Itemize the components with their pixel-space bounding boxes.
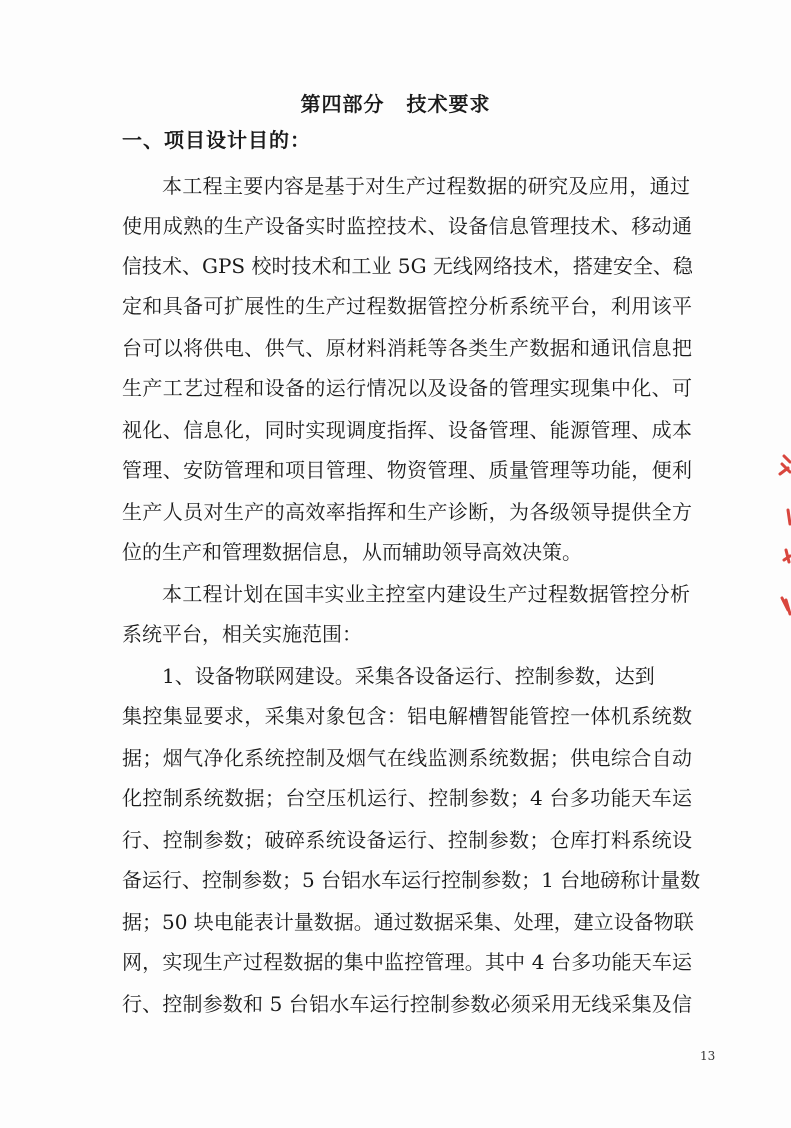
title-part: 第四部分 (300, 92, 385, 116)
body-line: 网，实现生产过程数据的集中监控管理。其中 4 台多功能天车运 (122, 950, 692, 974)
body-line: 生产工艺过程和设备的运行情况以及设备的管理实现集中化、可 (122, 376, 692, 400)
section-heading: 一、项目设计目的： (122, 128, 311, 152)
title-text: 技术要求 (406, 92, 491, 116)
body-line: 备运行、控制参数；5 台铝水车运行控制参数；1 台地磅称计量数 (122, 868, 701, 892)
page-number: 13 (700, 1049, 716, 1063)
body-line: 管理、安防管理和项目管理、物资管理、质量管理等功能，便利 (122, 458, 692, 482)
body-line: 定和具备可扩展性的生产过程数据管控分析系统平台，利用该平 (122, 294, 692, 318)
body-line: 行、控制参数；破碎系统设备运行、控制参数；仓库打料系统设 (122, 828, 692, 852)
page-title (0, 88, 791, 117)
body-line: 系统平台，相关实施范围： (122, 622, 362, 646)
body-line: 集控集显要求，采集对象包含：铝电解槽智能管控一体机系统数 (122, 704, 692, 728)
body-line: 视化、信息化，同时实现调度指挥、设备管理、能源管理、成本 (122, 418, 692, 442)
body-line: 本工程主要内容是基于对生产过程数据的研究及应用，通过 (162, 174, 690, 198)
body-line: 据；50 块电能表计量数据。通过数据采集、处理，建立设备物联 (122, 910, 694, 934)
body-line: 本工程计划在国丰实业主控室内建设生产过程数据管控分析 (162, 582, 690, 606)
body-line: 生产人员对生产的高效率指挥和生产诊断，为各级领导提供全方 (122, 500, 692, 524)
seal-stamp-fragment (770, 450, 791, 620)
body-line: 1、设备物联网建设。采集各设备运行、控制参数，达到 (162, 664, 655, 688)
body-line: 信技术、GPS 校时技术和工业 5G 无线网络技术，搭建安全、稳 (122, 254, 693, 278)
body-line: 使用成熟的生产设备实时监控技术、设备信息管理技术、移动通 (122, 214, 692, 238)
body-line: 台可以将供电、供气、原材料消耗等各类生产数据和通讯信息把 (122, 336, 692, 360)
body-line: 行、控制参数和 5 台铝水车运行控制参数必须采用无线采集及信 (122, 992, 692, 1016)
body-line: 化控制系统数据；台空压机运行、控制参数；4 台多功能天车运 (122, 786, 692, 810)
body-line: 位的生产和管理数据信息，从而辅助领导高效决策。 (122, 540, 582, 564)
body-line: 据；烟气净化系统控制及烟气在线监测系统数据；供电综合自动 (122, 746, 692, 770)
